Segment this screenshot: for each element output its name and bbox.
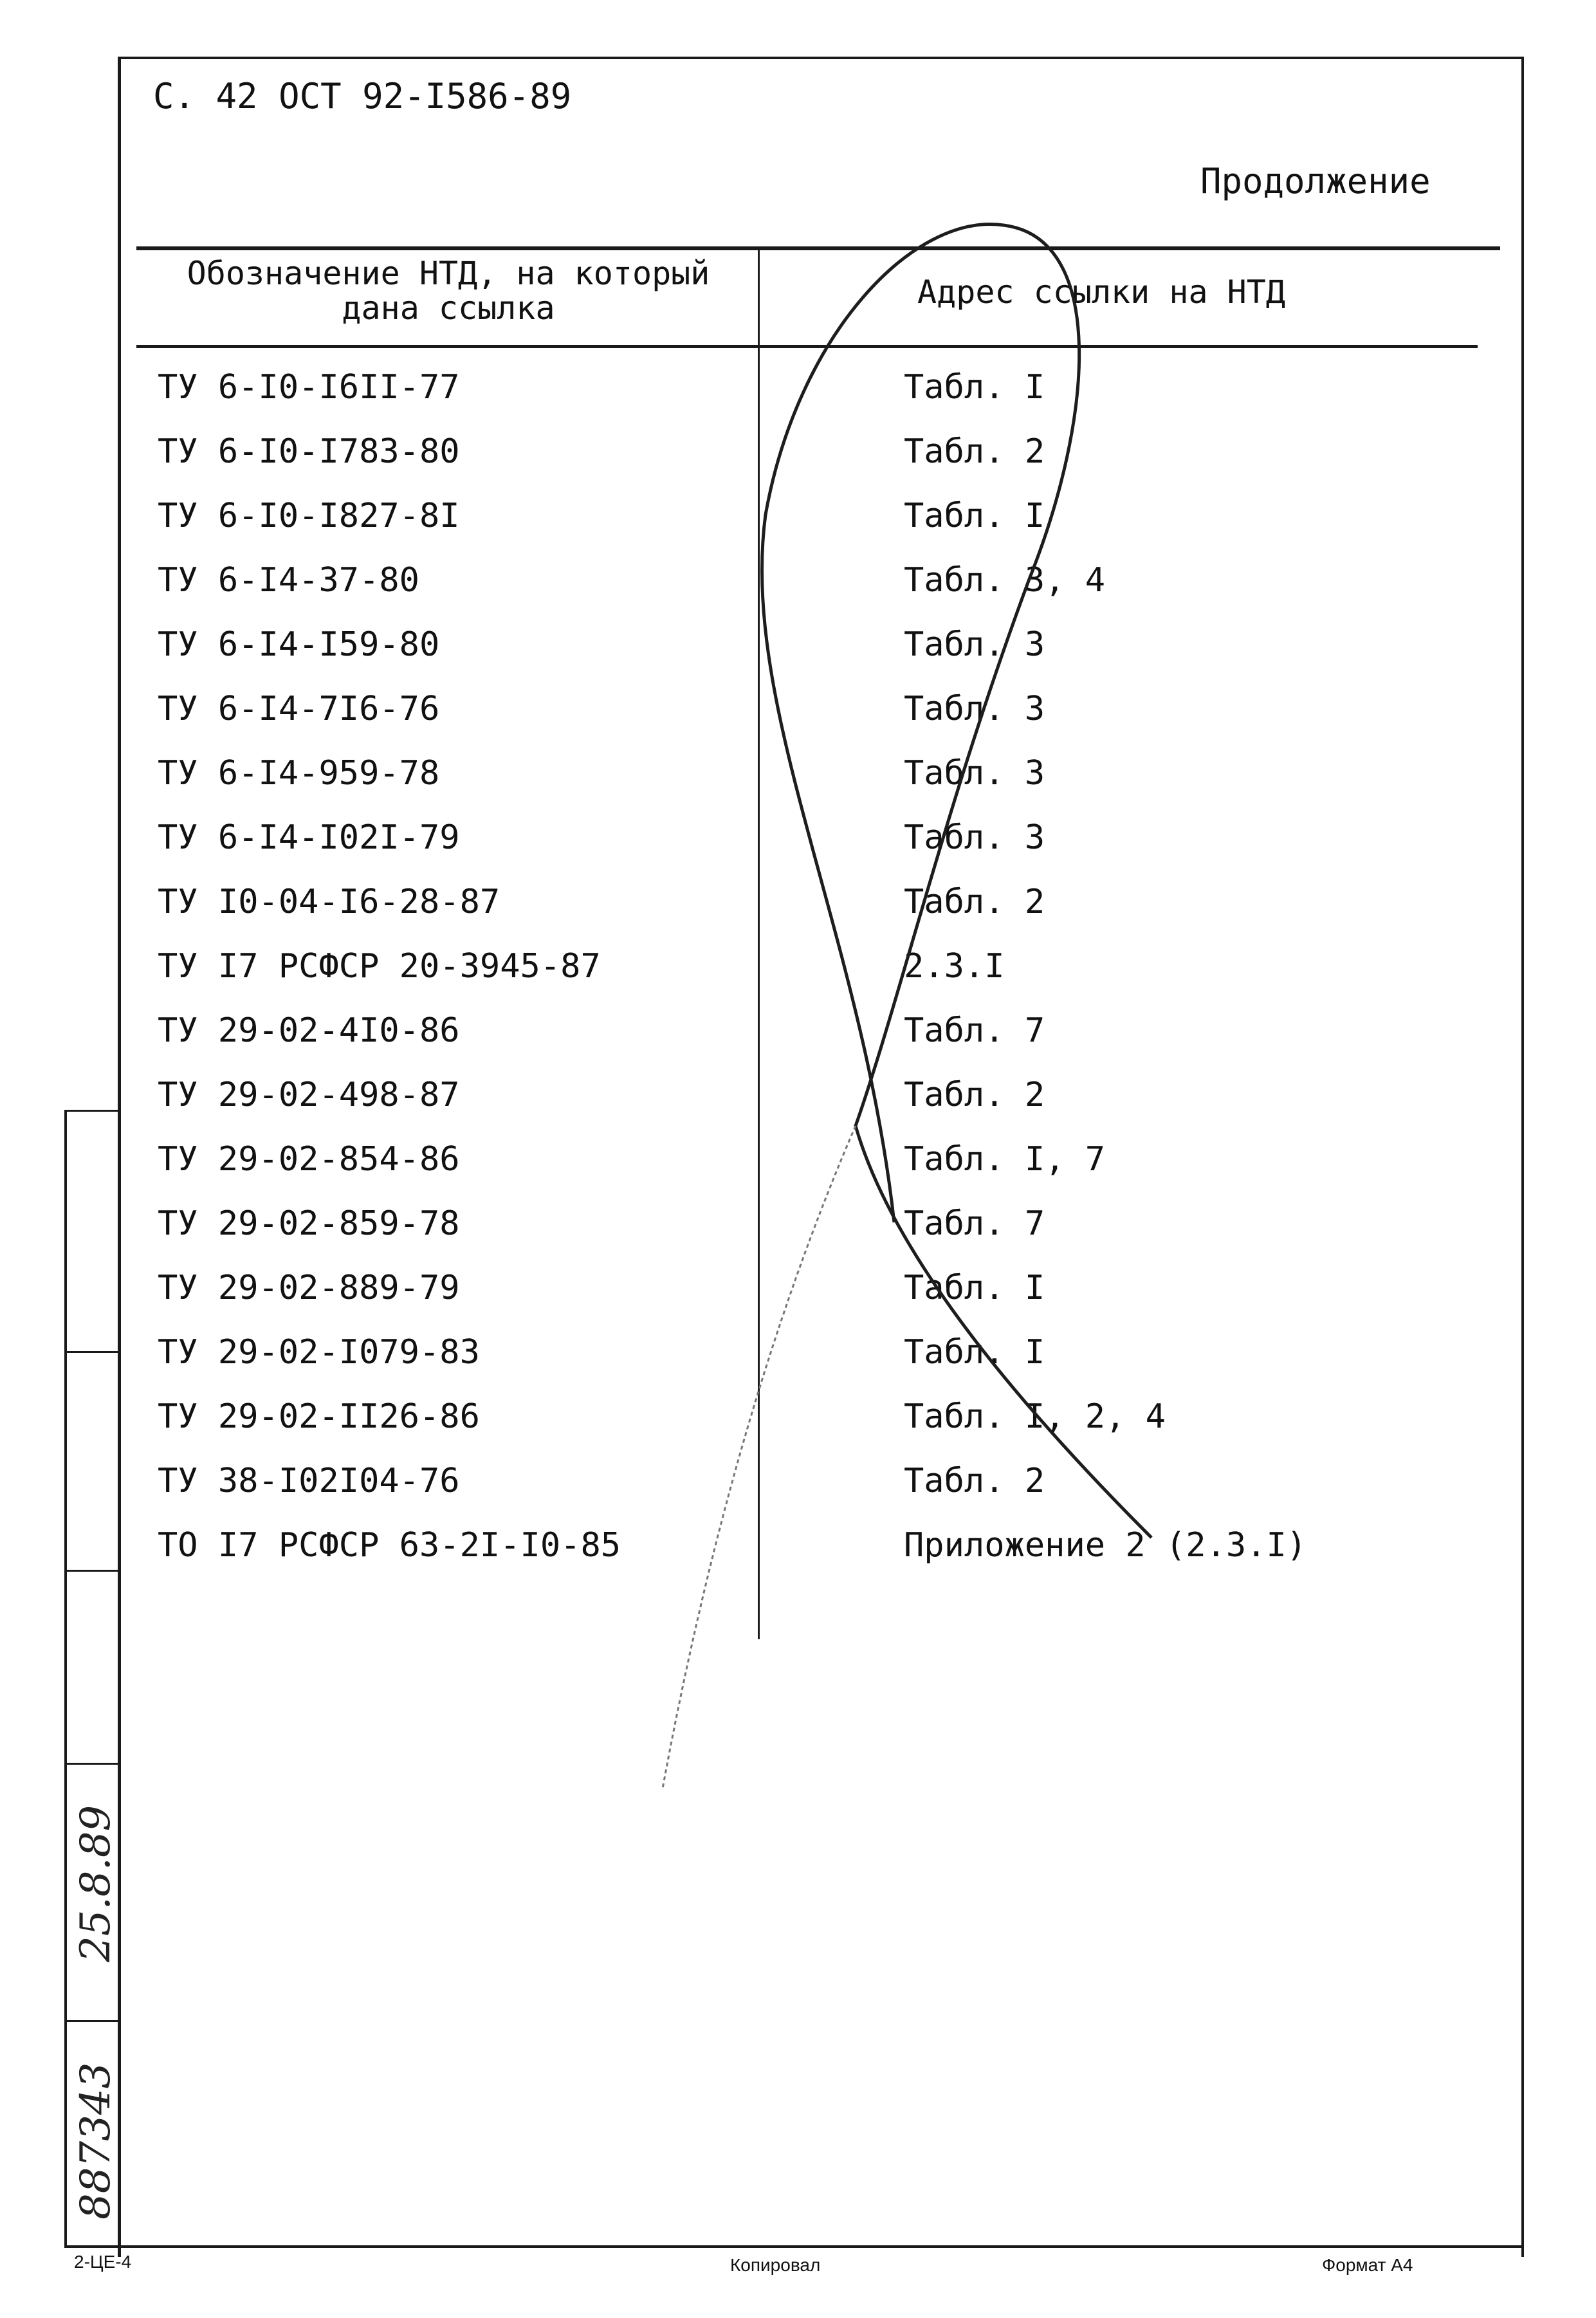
ref-cell: Приложение 2 (2.3.I) (904, 1526, 1307, 1565)
ntd-cell: ТО I7 РСФСР 63-2I-I0-85 (158, 1526, 621, 1565)
stamp-box-outer (64, 1110, 67, 2245)
ref-cell: 2.3.I (904, 947, 1005, 986)
ref-cell: Табл. 3 (904, 690, 1045, 728)
ntd-cell: ТУ 6-I4-I02I-79 (158, 818, 460, 857)
column-header-reference: Адрес ссылки на НТД (917, 273, 1285, 311)
ntd-cell: ТУ I0-04-I6-28-87 (158, 883, 500, 921)
ntd-cell: ТУ 29-02-I079-83 (158, 1333, 480, 1372)
margin-inventory-number: 887343 (72, 2062, 120, 2220)
ref-cell: Табл. I (904, 497, 1045, 535)
footer-copied-label: Копировал (730, 2255, 821, 2275)
ntd-cell: ТУ 29-02-854-86 (158, 1140, 460, 1179)
ref-cell: Табл. 3 (904, 818, 1045, 857)
column-header-ntd: Обозначение НТД, на который дана ссылка (187, 255, 710, 327)
ref-cell: Табл. 2 (904, 432, 1045, 471)
ref-cell: Табл. I, 7 (904, 1140, 1106, 1179)
stamp-box-divider (64, 1351, 119, 1353)
ref-cell: Табл. 7 (904, 1011, 1045, 1050)
ref-cell: Табл. I (904, 368, 1045, 407)
ref-cell: Табл. I, 2, 4 (904, 1397, 1166, 1436)
footer-format-label: Формат А4 (1322, 2255, 1413, 2275)
ntd-cell: ТУ 6-I4-7I6-76 (158, 690, 440, 728)
ref-cell: Табл. 3, 4 (904, 561, 1106, 600)
ntd-cell: ТУ 29-02-859-78 (158, 1204, 460, 1243)
ntd-cell: ТУ 29-02-II26-86 (158, 1397, 480, 1436)
page-header-code: С. 42 ОСТ 92-I586-89 (153, 76, 572, 116)
ntd-cell: ТУ 38-I02I04-76 (158, 1462, 460, 1500)
ntd-cell: ТУ I7 РСФСР 20-3945-87 (158, 947, 601, 986)
ref-cell: Табл. 2 (904, 883, 1045, 921)
footer-form-code: 2-ЦЕ-4 (74, 2252, 132, 2272)
ntd-cell: ТУ 6-I4-959-78 (158, 754, 440, 793)
ref-cell: Табл. 2 (904, 1462, 1045, 1500)
ntd-cell: ТУ 6-I4-37-80 (158, 561, 419, 600)
ref-cell: Табл. 3 (904, 625, 1045, 664)
ref-cell: Табл. I (904, 1269, 1045, 1307)
stamp-box-divider (64, 1570, 119, 1572)
continuation-label: Продолжение (1200, 161, 1431, 201)
margin-date-stamp: 25.8.89 (72, 1805, 120, 1962)
ref-cell: Табл. 7 (904, 1204, 1045, 1243)
ntd-cell: ТУ 29-02-889-79 (158, 1269, 460, 1307)
ntd-cell: ТУ 29-02-4I0-86 (158, 1011, 460, 1050)
stamp-box-divider (64, 1110, 119, 1112)
stamp-box-divider (64, 2020, 119, 2022)
stamp-box-divider (64, 1763, 119, 1765)
ref-cell: Табл. 3 (904, 754, 1045, 793)
ntd-cell: ТУ 6-I0-I827-8I (158, 497, 460, 535)
ntd-cell: ТУ 29-02-498-87 (158, 1076, 460, 1114)
ref-cell: Табл. I (904, 1333, 1045, 1372)
ntd-cell: ТУ 6-I4-I59-80 (158, 625, 440, 664)
ntd-cell: ТУ 6-I0-I6II-77 (158, 368, 460, 407)
ntd-cell: ТУ 6-I0-I783-80 (158, 432, 460, 471)
ref-cell: Табл. 2 (904, 1076, 1045, 1114)
